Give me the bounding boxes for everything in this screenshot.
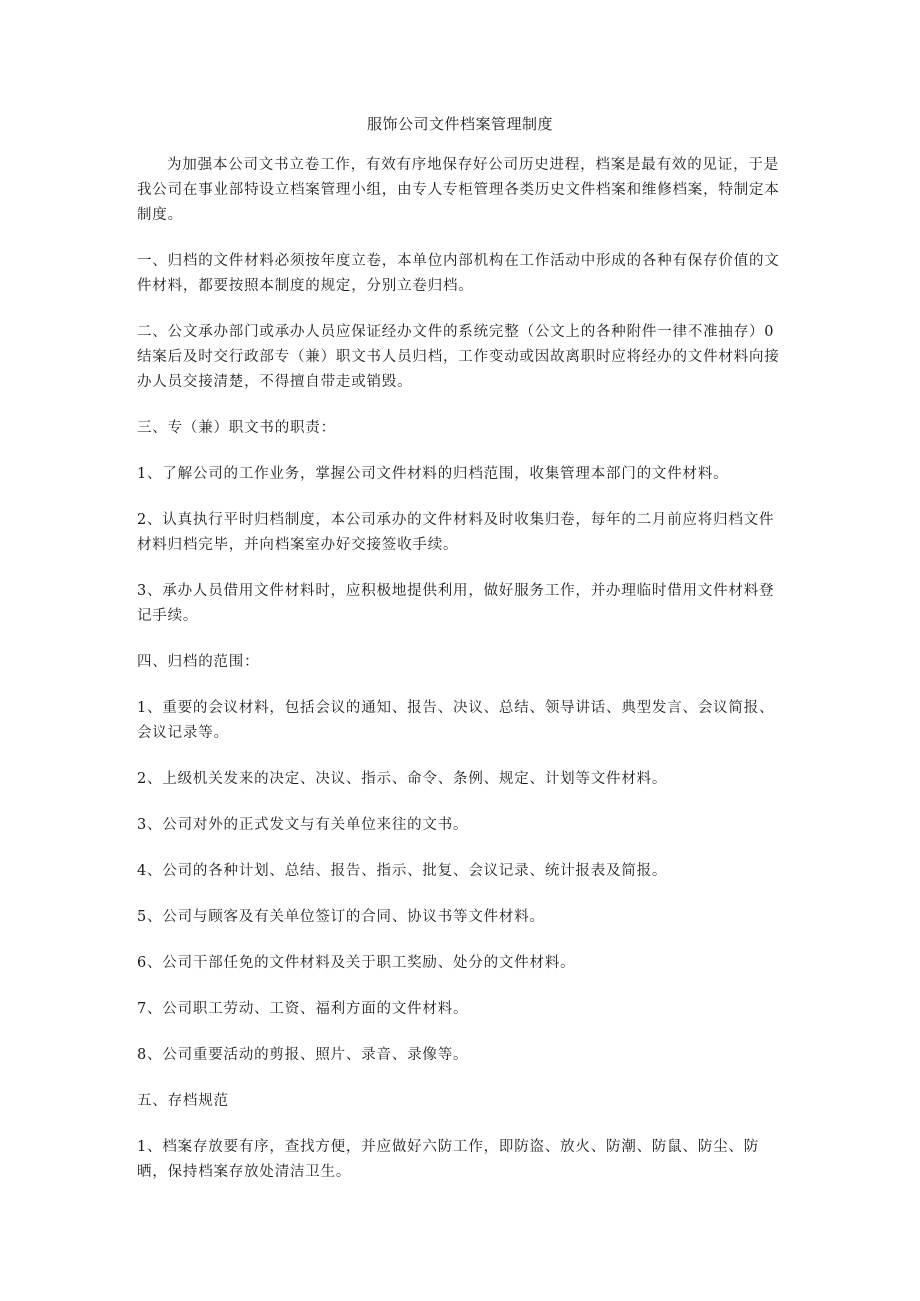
- document-body: [137, 153, 782, 1206]
- scope-item-7: 7、公司职工劳动、工资、福利方面的文件材料。: [137, 1001, 469, 1017]
- duty-item-1: 1、了解公司的工作业务，掌握公司文件材料的归档范围，收集管理本部门的文件材料。: [137, 466, 729, 482]
- section-five-heading: 五、存档规范: [137, 1093, 229, 1109]
- scope-item-1: 1、重要的会议材料，包括会议的通知、报告、决议、总结、领导讲话、典型发言、会议简报、会议记录等。: [137, 700, 775, 741]
- intro-paragraph: 为加强本公司文书立卷工作，有效有序地保存好公司历史进程，档案是最有效的见证，于是我公司在事业部特设立档案管理小组，由专人专柜管理各类历史文件档案和维修档案，特制定本制度。: [137, 157, 780, 223]
- scope-item-5: 5、公司与顾客及有关单位签订的合同、协议书等文件材料。: [137, 909, 545, 925]
- scope-item-4: 4、公司的各种计划、总结、报告、指示、批复、会议记录、统计报表及简报。: [137, 863, 668, 879]
- scope-item-8: 8、公司重要活动的剪报、照片、录音、录像等。: [137, 1047, 469, 1063]
- scope-item-3: 3、公司对外的正式发文与有关单位来往的文书。: [137, 817, 469, 833]
- duty-item-2: 2、认真执行平时归档制度，本公司承办的文件材料及时收集归卷，每年的二月前应将归档文件材料归档完毕，并向档案室办好交接签收手续。: [137, 512, 775, 553]
- section-four-heading: 四、归档的范围：: [137, 654, 260, 670]
- section-three-heading: 三、专（兼）职文书的职责：: [137, 420, 336, 436]
- scope-item-6: 6、公司干部任免的文件材料及关于职工奖励、处分的文件材料。: [137, 955, 576, 971]
- storage-item-1: 1、档案存放要有序，查找方便，并应做好六防工作，即防盗、放火、防潮、防鼠、防尘、防晒，保持档案存放处清洁卫生。: [137, 1139, 760, 1180]
- document-title: 服饰公司文件档案管理制度: [366, 115, 553, 133]
- section-two-paragraph: 二、公文承办部门或承办人员应保证经办文件的系统完整（公文上的各种附件一律不准抽存）0结案后及时交行政部专（兼）职文书人员归档，工作变动或因故离职时应将经办的文件材料向接办人员交接清楚，不得擅自带走或销毁。: [137, 324, 780, 390]
- scope-item-2: 2、上级机关发来的决定、决议、指示、命令、条例、规定、计划等文件材料。: [137, 771, 668, 787]
- section-one-paragraph: 一、归档的文件材料必须按年度立卷，本单位内部机构在工作活动中形成的各种有保存价值的文件材料，都要按照本制度的规定，分别立卷归档。: [137, 253, 780, 294]
- duty-item-3: 3、承办人员借用文件材料时，应积极地提供利用，做好服务工作，并办理临时借用文件材料登记手续。: [137, 583, 775, 624]
